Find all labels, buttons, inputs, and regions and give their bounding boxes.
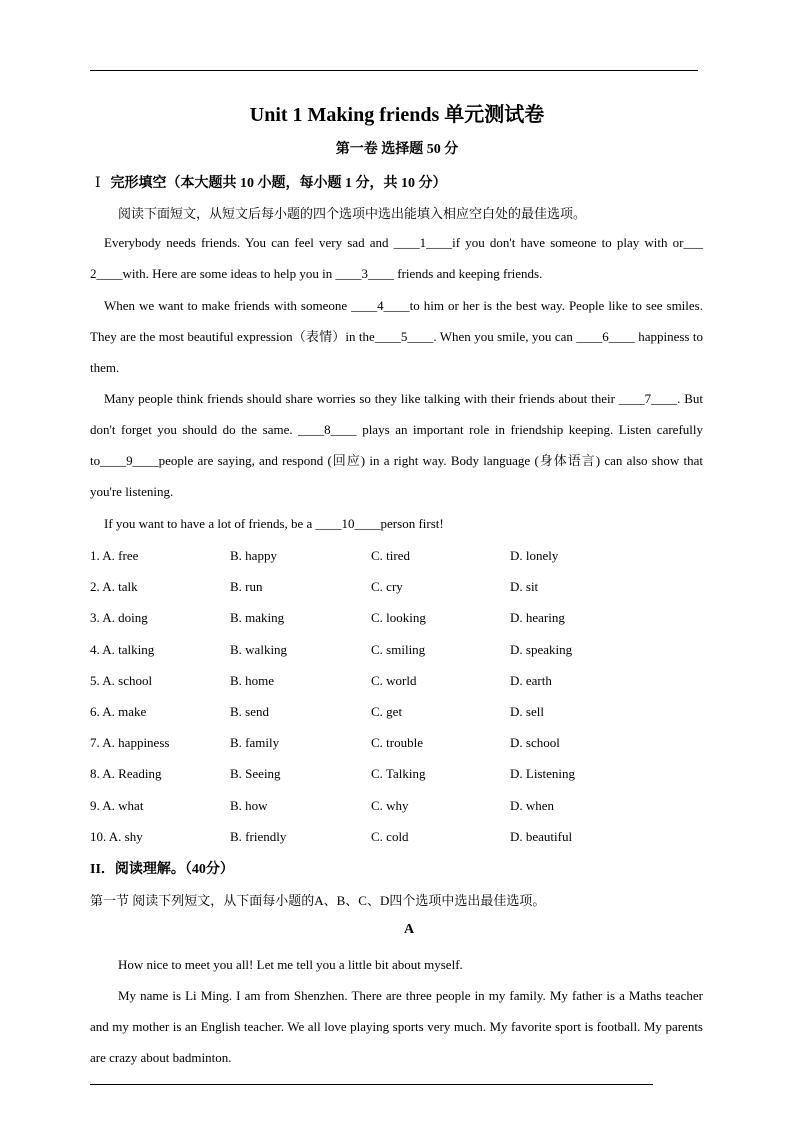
option-a: 7. A. happiness — [90, 735, 170, 751]
cloze-paragraph-4-text: If you want to have a lot of friends, be a ____10____person first! — [104, 516, 444, 531]
reading-paragraph-1 — [90, 949, 703, 980]
cloze-paragraph-4 — [90, 508, 703, 539]
option-a: 2. A. talk — [90, 579, 138, 595]
passage-letter: A — [403, 922, 415, 937]
option-c: C. tired — [371, 548, 410, 563]
bottom-rule — [90, 1084, 653, 1085]
option-b: B. how — [230, 797, 268, 813]
question-row — [90, 758, 703, 789]
option-c: C. why — [371, 797, 409, 813]
reading-paragraph-2 — [90, 980, 703, 1073]
question-row — [90, 665, 703, 696]
question-row — [90, 790, 703, 821]
question-row — [90, 571, 703, 602]
question-row — [90, 821, 703, 852]
option-d: D. sell — [510, 703, 544, 719]
question-row — [90, 696, 703, 727]
cloze-paragraph-3 — [90, 383, 703, 507]
option-b: B. friendly — [230, 828, 287, 844]
cloze-paragraph-3-text: Many people think friends should share worries so they like talking with their friends about their ____7____. But don't forget you should do the same. ____8____ plays an important role in friendship keeping. Listen carefully to____9____people are saying, and respond (回应) in a right way. Body language (身体语言) can also show that you're listening. — [90, 391, 703, 499]
reading-paragraph-2-text: My name is Li Ming. I am from Shenzhen. There are three people in my family. My father is a Maths teacher and my mother is an English teacher. We all love playing sports very much. My favorite sport is football. My parents are crazy about badminton. — [90, 988, 703, 1065]
option-b: B. Seeing — [230, 766, 281, 782]
question-row — [90, 634, 703, 665]
option-c: C. world — [371, 672, 417, 688]
option-a: 1. A. free — [90, 548, 139, 563]
option-c: C. looking — [371, 610, 426, 626]
section1-instruction: 阅读下面短文，从短文后每小题的四个选项中选出能填入相应空白处的最佳选项。 — [118, 206, 587, 221]
option-d: D. when — [510, 797, 555, 813]
option-d: D. school — [510, 735, 560, 751]
option-b: B. walking — [230, 641, 288, 657]
section1-heading — [95, 172, 447, 192]
option-d: D. beautiful — [510, 828, 573, 844]
option-b: B. home — [230, 672, 275, 688]
cloze-paragraph-1 — [90, 227, 703, 289]
question-row — [90, 727, 703, 758]
section2-heading: II．阅读理解。（40分） — [90, 862, 234, 877]
option-d: D. Listening — [510, 766, 575, 782]
option-b: B. run — [230, 579, 263, 595]
option-b: B. happy — [230, 548, 277, 563]
option-c: C. trouble — [371, 735, 423, 751]
option-b: B. making — [230, 610, 285, 626]
option-b: B. send — [230, 703, 269, 719]
option-a: 10. A. shy — [90, 828, 143, 844]
cloze-paragraph-2 — [90, 290, 703, 383]
option-c: C. get — [371, 703, 403, 719]
option-c: C. cold — [371, 828, 409, 844]
option-a: 9. A. what — [90, 797, 144, 813]
reading-paragraph-1-text: How nice to meet you all! Let me tell you a little bit about myself. — [118, 957, 463, 972]
option-d: D. hearing — [510, 610, 565, 626]
option-a: 6. A. make — [90, 703, 147, 719]
option-d: D. sit — [510, 579, 539, 595]
option-a: 3. A. doing — [90, 610, 148, 626]
page-subtitle: 第一卷 选择题 50 分 — [335, 142, 459, 157]
option-d: D. earth — [510, 672, 552, 688]
question-row — [90, 602, 703, 633]
option-d: D. speaking — [510, 641, 573, 657]
section1-roman: Ⅰ — [95, 176, 101, 191]
option-c: C. smiling — [371, 641, 426, 657]
option-c: C. Talking — [371, 766, 426, 782]
option-d: D. lonely — [510, 548, 559, 563]
cloze-paragraph-2-text: When we want to make friends with someone ____4____to him or her is the best way. People like to see smiles. They are the most beautiful expression（表情）in the____5____. When you smile, you can ____6____ happiness to them. — [90, 298, 703, 375]
question-row — [90, 540, 703, 571]
option-a: 4. A. talking — [90, 641, 155, 657]
page-title: Unit 1 Making friends 单元测试卷 — [249, 104, 545, 126]
option-c: C. cry — [371, 579, 403, 595]
option-a: 5. A. school — [90, 672, 153, 688]
top-rule — [90, 70, 698, 71]
cloze-paragraph-1-text: Everybody needs friends. You can feel very sad and ____1____if you don't have someone to play with or___ 2____with. Here are some ideas to help you in ____3____ friends and keeping friends. — [90, 235, 703, 281]
section2-instruction: 第一节 阅读下列短文，从下面每小题的A、B、C、D四个选项中选出最佳选项。 — [90, 893, 546, 908]
section1-heading-text: 完形填空（本大题共 10 小题，每小题 1 分，共 10 分） — [110, 176, 447, 191]
option-a: 8. A. Reading — [90, 766, 162, 782]
option-b: B. family — [230, 735, 280, 751]
options-list — [90, 540, 703, 852]
